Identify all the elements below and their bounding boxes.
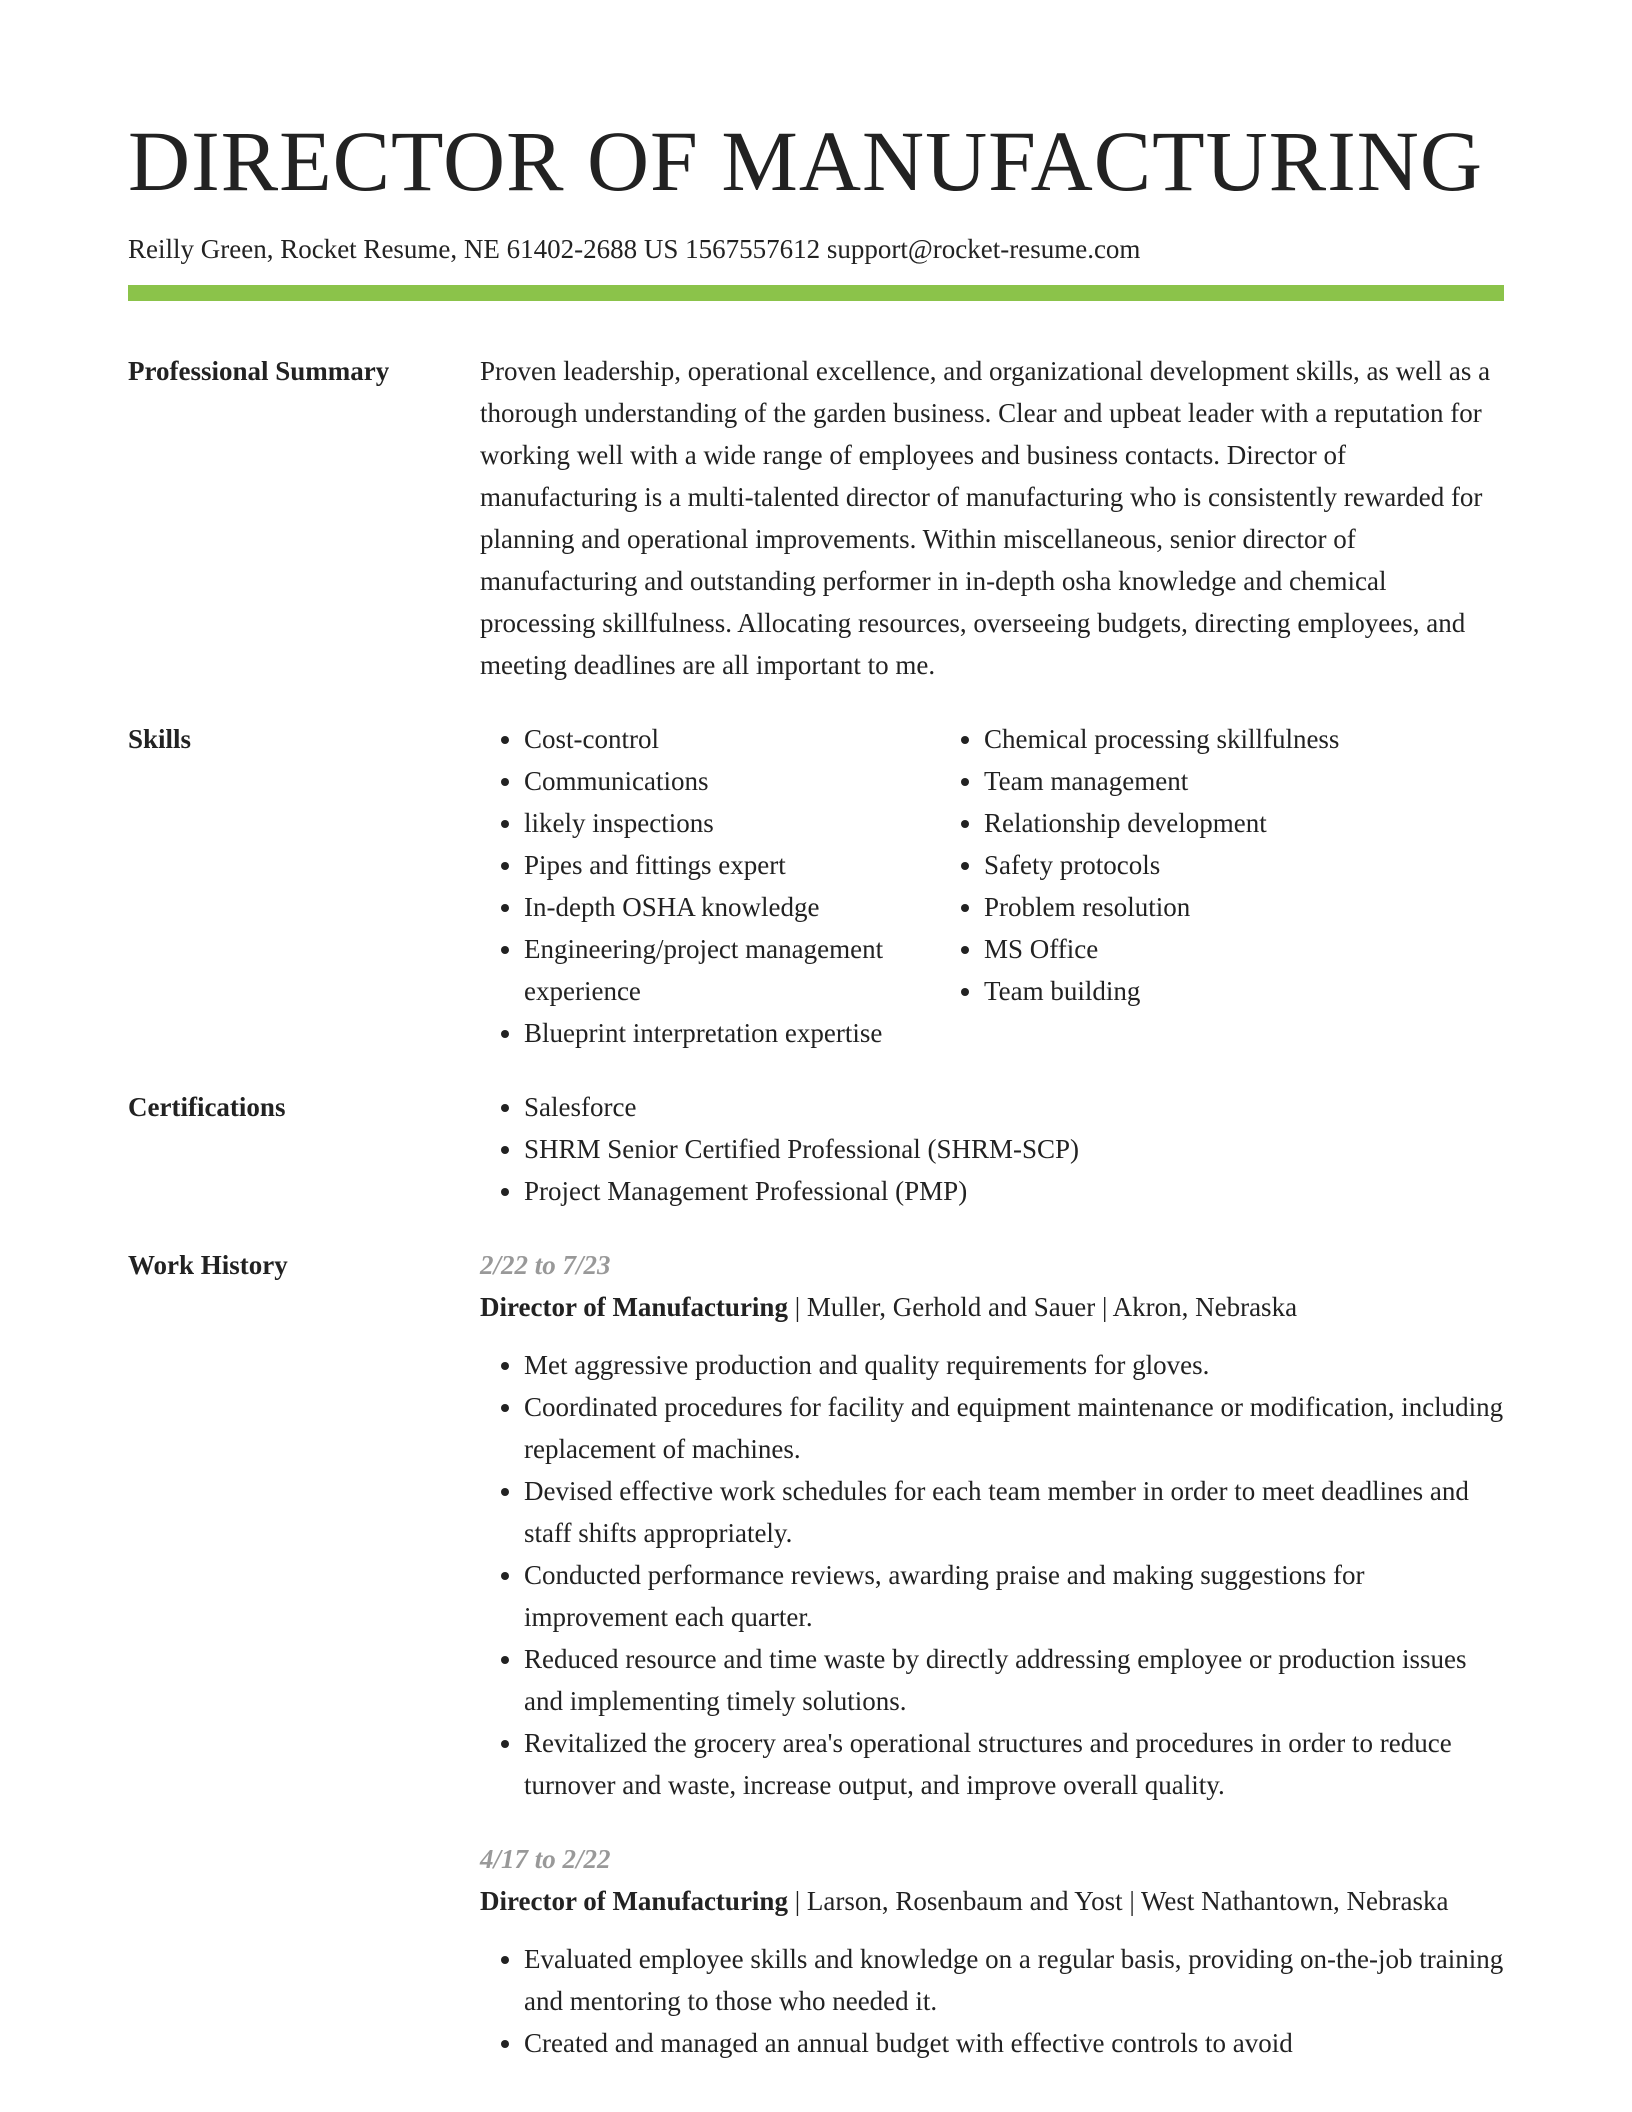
job-heading xyxy=(480,1286,1504,1328)
section-heading: Professional Summary xyxy=(128,356,390,386)
accent-divider xyxy=(128,285,1504,301)
job-entry xyxy=(480,1244,1504,1806)
skills-list-left xyxy=(480,718,940,1054)
job-dates: 4/17 to 2/22 xyxy=(480,1844,611,1874)
job-bullet: • Devised effective work schedules for each team member in order to meet deadlines and staff shifts appropriately. xyxy=(524,1470,1504,1554)
work-history-section xyxy=(128,1244,1504,2064)
job-dates: 2/22 to 7/23 xyxy=(480,1250,611,1280)
skill-item: • Communications xyxy=(524,760,930,802)
skill-item: • In-depth OSHA knowledge xyxy=(524,886,930,928)
certifications-section xyxy=(128,1086,1504,1212)
section-heading: Work History xyxy=(128,1250,288,1280)
skill-item: • Blueprint interpretation expertise xyxy=(524,1012,930,1054)
job-employer-location: | Larson, Rosenbaum and Yost | West Nathantown, Nebraska xyxy=(787,1886,1449,1916)
job-bullet: • Coordinated procedures for facility and equipment maintenance or modification, including replacement of machines. xyxy=(524,1386,1504,1470)
job-heading xyxy=(480,1880,1504,1922)
certification-item: • Salesforce xyxy=(524,1086,1504,1128)
skill-item: • Engineering/project management experience xyxy=(524,928,930,1012)
section-body xyxy=(480,1244,1504,2064)
section-body xyxy=(480,350,1504,686)
job-entry xyxy=(480,1838,1504,2064)
summary-text: Proven leadership, operational excellence, and organizational development skills, as well as a thorough understanding of the garden business. Clear and upbeat leader with a reputation for working well with a wide range of employees and business contacts. Director of manufacturing is a multi-talented director of manufacturing who is consistently rewarded for planning and operational improvements. Within miscellaneous, senior director of manufacturing and outstanding performer in in-depth osha knowledge and chemical processing skillfulness. Allocating resources, overseeing budgets, directing employees, and meeting deadlines are all important to me. xyxy=(480,356,1491,680)
skill-item: • Team building xyxy=(984,970,1450,1012)
job-bullet: • Evaluated employee skills and knowledge on a regular basis, providing on-the-job training and mentoring to those who needed it. xyxy=(524,1938,1504,2022)
certification-item: • SHRM Senior Certified Professional (SHRM-SCP) xyxy=(524,1128,1504,1170)
certification-item: • Project Management Professional (PMP) xyxy=(524,1170,1504,1212)
resume-sections xyxy=(128,350,1504,2064)
skills-section xyxy=(128,718,1504,1054)
job-title: Director of Manufacturing xyxy=(480,1292,788,1322)
section-body xyxy=(480,1086,1504,1212)
skill-item: • Pipes and fittings expert xyxy=(524,844,930,886)
job-bullet: • Reduced resource and time waste by directly addressing employee or production issues and implementing timely solutions. xyxy=(524,1638,1504,1722)
job-bullet: • Conducted performance reviews, awarding praise and making suggestions for improvement each quarter. xyxy=(524,1554,1504,1638)
job-employer-location: | Muller, Gerhold and Sauer | Akron, Nebraska xyxy=(787,1292,1298,1322)
professional-summary-section xyxy=(128,350,1504,686)
skill-item: • Chemical processing skillfulness xyxy=(984,718,1450,760)
job-bullets xyxy=(480,1938,1504,2064)
skill-item: • Safety protocols xyxy=(984,844,1450,886)
section-heading: Skills xyxy=(128,724,192,754)
job-title: Director of Manufacturing xyxy=(480,1886,788,1916)
job-bullet: • Created and managed an annual budget with effective controls to avoid xyxy=(524,2022,1504,2064)
skills-list-right xyxy=(940,718,1460,1054)
skill-item: • Relationship development xyxy=(984,802,1450,844)
section-heading: Certifications xyxy=(128,1092,286,1122)
skills-columns xyxy=(480,718,1504,1054)
skill-item: • Problem resolution xyxy=(984,886,1450,928)
job-bullet: • Revitalized the grocery area's operational structures and procedures in order to reduce turnover and waste, increase output, and improve overall quality. xyxy=(524,1722,1504,1806)
job-bullets xyxy=(480,1344,1504,1806)
skill-item: • likely inspections xyxy=(524,802,930,844)
skill-item: • MS Office xyxy=(984,928,1450,970)
skill-item: • Cost-control xyxy=(524,718,930,760)
certifications-list xyxy=(480,1086,1504,1212)
skill-item: • Team management xyxy=(984,760,1450,802)
job-bullet: • Met aggressive production and quality requirements for gloves. xyxy=(524,1344,1504,1386)
resume-title: DIRECTOR OF MANUFACTURING xyxy=(128,113,1483,209)
contact-line: Reilly Green, Rocket Resume, NE 61402-2688 US 1567557612 support@rocket-resume.com xyxy=(128,234,1141,264)
